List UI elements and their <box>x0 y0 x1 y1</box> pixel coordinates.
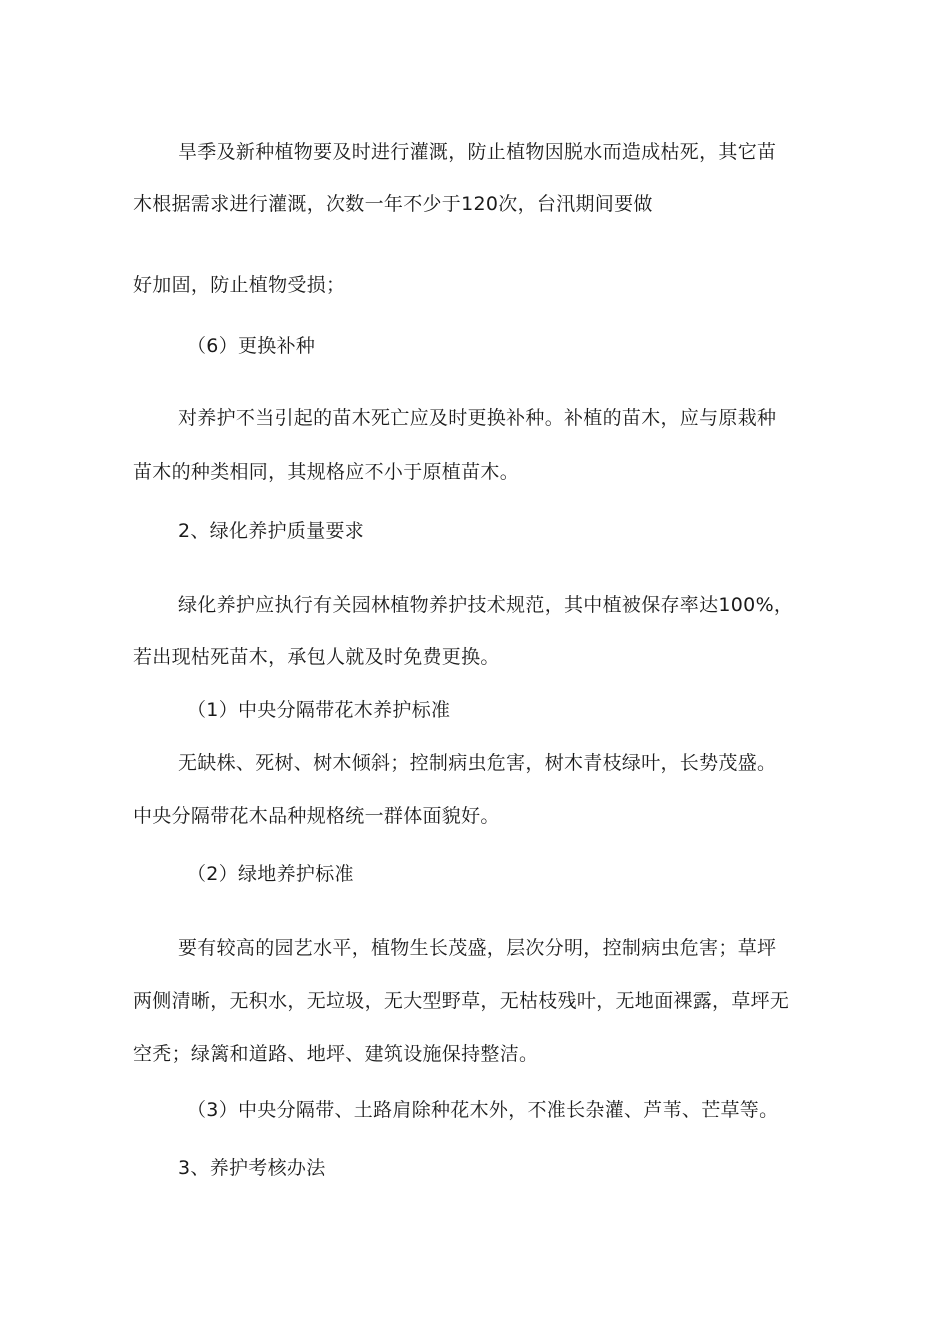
paragraph-line: 中央分隔带花木品种规格统一群体面貌好。 <box>133 805 500 827</box>
paragraph-line: 绿化养护应执行有关园林植物养护技术规范，其中植被保存率达100%， <box>178 594 794 616</box>
section-heading: （3）中央分隔带、土路肩除种花木外，不准长杂灌、芦苇、芒草等。 <box>187 1099 779 1121</box>
section-heading: （1）中央分隔带花木养护标准 <box>187 699 451 721</box>
section-heading: 2、绿化养护质量要求 <box>178 520 365 542</box>
paragraph-line: 旱季及新种植物要及时进行灌溉，防止植物因脱水而造成枯死，其它苗 <box>178 141 777 163</box>
paragraph-line: 若出现枯死苗木，承包人就及时免费更换。 <box>133 646 500 668</box>
paragraph-line: 好加固，防止植物受损； <box>133 274 346 296</box>
section-heading: （6）更换补种 <box>187 335 316 357</box>
paragraph-line: 空秃；绿篱和道路、地坪、建筑设施保持整洁。 <box>133 1043 539 1065</box>
paragraph-line: 要有较高的园艺水平，植物生长茂盛，层次分明，控制病虫危害；草坪 <box>178 937 777 959</box>
paragraph-line: 两侧清晰，无积水，无垃圾，无大型野草，无枯枝残叶，无地面裸露，草坪无 <box>133 990 790 1012</box>
paragraph-line: 对养护不当引起的苗木死亡应及时更换补种。补植的苗木，应与原栽种 <box>178 407 777 429</box>
paragraph-line: 无缺株、死树、树木倾斜；控制病虫危害，树木青枝绿叶，长势茂盛。 <box>178 752 777 774</box>
section-heading: 3、养护考核办法 <box>178 1157 326 1179</box>
paragraph-line: 苗木的种类相同，其规格应不小于原植苗木。 <box>133 461 520 483</box>
paragraph-line: 木根据需求进行灌溉，次数一年不少于120次，台汛期间要做 <box>133 193 653 215</box>
section-heading: （2）绿地养护标准 <box>187 863 354 885</box>
